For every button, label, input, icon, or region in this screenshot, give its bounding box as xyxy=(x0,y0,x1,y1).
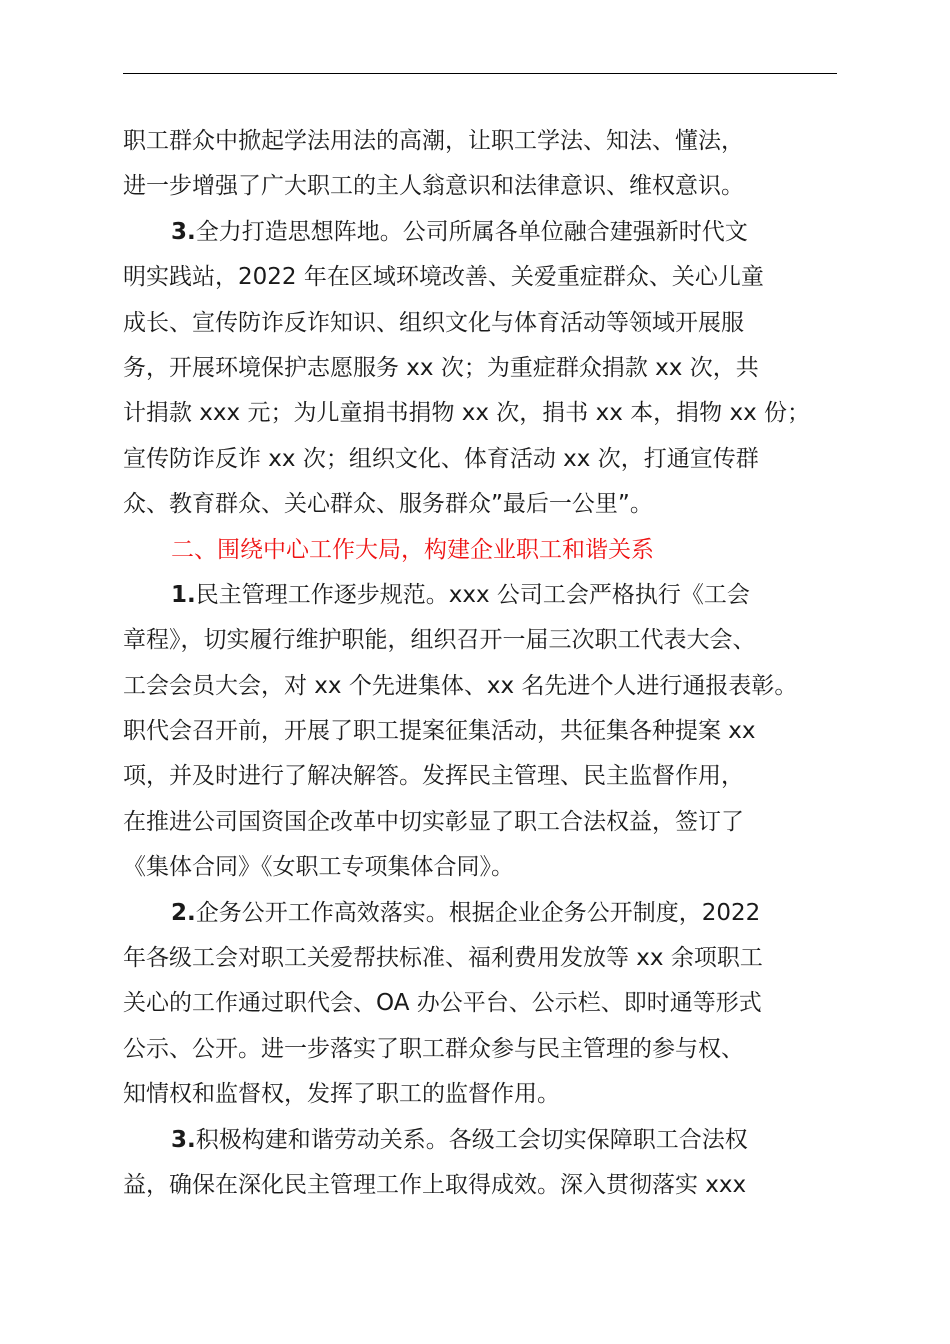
text-line: 成长、宣传防诈反诈知识、组织文化与体育活动等领域开展服 xyxy=(123,309,744,336)
text-line: 宣传防诈反诈 xx 次；组织文化、体育活动 xx 次，打通宣传群 xyxy=(123,445,759,472)
text-line: 益，确保在深化民主管理工作上取得成效。深入贯彻落实 xxx xyxy=(123,1171,747,1198)
text-segment: 积极构建和谐劳动关系。各级工会切实保障职工合法权 xyxy=(195,1126,748,1153)
text-line xyxy=(123,573,839,618)
document-body xyxy=(123,119,839,1208)
text-line: 众、教育群众、关心群众、服务群众”最后一公里”。 xyxy=(123,491,653,518)
paragraph-number: 2. xyxy=(171,899,196,926)
text-line: 职工群众中掀起学法用法的高潮，让职工学法、知法、懂法， xyxy=(123,128,744,154)
text-segment: 民主管理工作逐步规范。xxx 公司工会严格执行《工会 xyxy=(195,581,750,608)
paragraph-number: 3. xyxy=(171,218,196,245)
text-line: 明实践站，2022 年在区域环境改善、关爱重症群众、关心儿童 xyxy=(123,264,764,291)
paragraph-democratic-management xyxy=(123,573,839,891)
paragraph-number: 1. xyxy=(171,581,196,608)
text-segment: 全力打造思想阵地。公司所属各单位融合建强新时代文 xyxy=(195,218,748,245)
section-heading: 二、围绕中心工作大局，构建企业职工和谐关系 xyxy=(171,536,654,563)
text-line: 公示、公开。进一步落实了职工群众参与民主管理的参与权、 xyxy=(123,1035,744,1062)
paragraph-affairs-disclosure xyxy=(123,891,839,1118)
text-line: 职代会召开前，开展了职工提案征集活动，共征集各种提案 xx xyxy=(123,718,756,745)
text-line: 章程》，切实履行维护职能，组织召开一届三次职工代表大会、 xyxy=(123,627,756,654)
text-line xyxy=(123,210,839,255)
text-line: 《集体合同》《女职工专项集体合同》。 xyxy=(123,854,514,881)
text-line: 务，开展环境保护志愿服务 xx 次；为重症群众捐款 xx 次，共 xyxy=(123,354,759,381)
text-line: 知情权和监督权，发挥了职工的监督作用。 xyxy=(123,1081,560,1108)
header-rule xyxy=(123,73,837,74)
paragraph-ideological-front xyxy=(123,210,839,528)
paragraph-legal-awareness xyxy=(123,119,839,210)
paragraph-number: 3. xyxy=(171,1126,196,1153)
text-line: 计捐款 xxx 元；为儿童捐书捐物 xx 次，捐书 xx 本，捐物 xx 份； xyxy=(123,400,810,427)
text-line: 进一步增强了广大职工的主人翁意识和法律意识、维权意识。 xyxy=(123,173,744,200)
text-line: 年各级工会对职工关爱帮扶标准、福利费用发放等 xx 余项职工 xyxy=(123,945,763,972)
paragraph-labor-relations xyxy=(123,1118,839,1209)
text-segment: 企务公开工作高效落实。根据企业企务公开制度，2022 xyxy=(195,899,761,926)
text-line xyxy=(123,1118,839,1163)
text-line: 在推进公司国资国企改革中切实彰显了职工合法权益，签订了 xyxy=(123,808,744,835)
text-line xyxy=(123,891,839,936)
text-line: 项，并及时进行了解决解答。发挥民主管理、民主监督作用， xyxy=(123,763,744,790)
text-line: 关心的工作通过职代会、OA 办公平台、公示栏、即时通等形式 xyxy=(123,990,762,1017)
text-line: 工会会员大会，对 xx 个先进集体、xx 名先进个人进行通报表彰。 xyxy=(123,672,798,699)
